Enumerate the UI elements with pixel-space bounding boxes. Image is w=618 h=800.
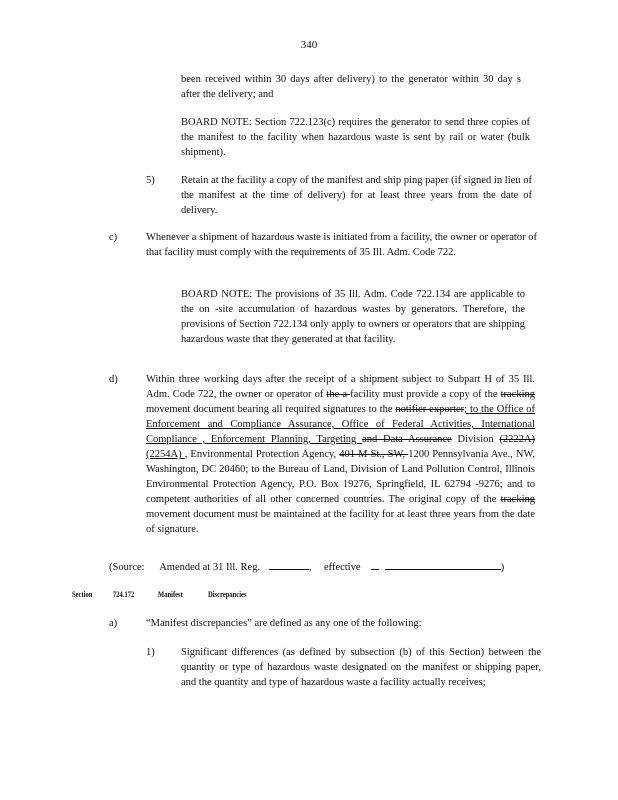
- item-5-text: Retain at the facility a copy of the manifest and ship ping paper (if signed in lieu of the manifest at the time of delivery) for at least three years from the date of delivery.: [181, 175, 532, 216]
- section-a-text: “Manifest discrepancies” are defined as any one of the following:: [146, 618, 422, 629]
- item-d-text: Within three working days after the receipt of a shipment subject to Subpart H of 35 Ill. Adm. Code 722, the owner or operator of the a facility must provide a copy of the tracking movement document bearing all required signatures to the notifier exporter; to the Office of Enforcement and Compliance Assurance, Office of Federal Activities, International Compliance , Enforcement Planning, Targeting and Data Assurance Division (2222A) (2254A) , Environmental Protection Agency, 401 M St., SW, 1200 Pennsylvania Ave., NW, Washington, DC 20460; to the Bureau of Land, Division of Land Pollution Control, Illinois Environmental Protection Agency, P.O. Box 19276, Springfield, IL 62794 -9276; and to competent authorities of all other concerned countries. The original copy of the tracking movement document must be maintained at the facility for at least three years from the date of signature.: [146, 374, 536, 535]
- board-note-2: BOARD NOTE: The provisions of 35 Ill. Adm. Code 722.134 are applicable to the on -site accumulation of hazardous wastes by generators. Therefore, the provisions of Section 722.134 only apply to owners or operators that are shipping hazardous waste that they generated at that facility.: [181, 289, 525, 345]
- item-c-text: Whenever a shipment of hazardous waste is initiated from a facility, the owner or operator of that facility must comply with the requirements of 35 Ill. Adm. Code 722.: [146, 232, 537, 258]
- deleted-text: tracking: [500, 494, 535, 505]
- deleted-text: (2222A): [499, 434, 536, 445]
- board-note-1: BOARD NOTE: Section 722.123(c) requires the generator to send three copies of the manifest to the facility when hazardous waste is sent by rail or water (bulk shipment).: [181, 117, 530, 158]
- item-d-label: d): [109, 374, 118, 385]
- item-5-label: 5): [146, 175, 155, 186]
- section-a-label: a): [109, 618, 118, 629]
- date-blank-2: [385, 558, 501, 570]
- item-c-label: c): [109, 232, 118, 243]
- document-page: 340 been received within 30 days after delivery) to the generator within 30 day s after the delivery; and BOARD NOTE: Section 722.123(c) requires the generator to send three copies of the manifest to the facility when hazardous waste is sent by rail or water (bulk shipment). 5) Retain at the facility a copy of the manifest and ship ping paper (if signed in lieu of the manifest at the time of delivery) for at least three years from the date of delivery. c) Whenever a shipment of hazardous waste is initiated from a facility, the owner or operator of that facility must comply with the requirements of 35 Ill. Adm. Code 722. BOARD NOTE: The provisions of 35 Ill. Adm. Code 722.134 are applicable to the on -site accumulation of hazardous wastes by generators. Therefore, the provisions of Section 722.134 only apply to owners or operators that are shipping hazardous waste that they generated at that facility. d) Within three working days after the receipt of a shipment subject to Subpart H of 35 Ill. Adm. Code 722, the owner or operator of the a facility must provide a copy of the tracking movement document bearing all required signatures to the notifier exporter; to the Office of Enforcement and Compliance Assurance, Office of Federal Activities, International Compliance , Enforcement Planning, Targeting and Data Assurance Division (2222A) (2254A) , Environmental Protection Agency, 401 M St., SW, 1200 Pennsylvania Ave., NW, Washington, DC 20460; to the Bureau of Land, Division of Land Pollution Control, Illinois Environmental Protection Agency, P.O. Box 19276, Springfield, IL 62794 -9276; and to competent authorities of all other concerned countries. The original copy of the tracking movement document must be maintained at the facility for at least three years from the date of signature. (Source: Amended at 31 Ill. Reg. , effective ) Section 724.172 Manifest Discrepancies a) “Manifest discrepancies” are defined as any one of the following: 1) Significant differences (as defined by subsection (b) of this Section) between the quantity or type of hazardous waste designated on the manifest or shipping paper, and the quantity and type of hazardous waste a facility actually receives;: [0, 0, 618, 800]
- deleted-text: tracking: [500, 389, 535, 400]
- deleted-text: notifier exporter: [395, 404, 465, 415]
- deleted-text: the a: [326, 389, 351, 400]
- section-a1-label: 1): [146, 647, 155, 658]
- source-note: (Source: Amended at 31 Ill. Reg. , effective ): [109, 558, 509, 575]
- deleted-text: and Data Assurance: [362, 434, 452, 445]
- date-blank-1: [269, 558, 309, 570]
- inserted-text: (2254A): [146, 449, 185, 460]
- page-number: 340: [300, 39, 318, 51]
- inserted-text: ; to the Office of Enforcement and Compliance Assurance, Office of Federal Activities, International Compliance , Enforcement Planning, Targeting: [146, 404, 535, 445]
- deleted-text: 401 M St., SW,: [339, 449, 409, 460]
- section-a1-text: Significant differences (as defined by subsection (b) of this Section) between the quantity or type of hazardous waste designated on the manifest or shipping paper, and the quantity and type of hazardous waste a facility actually receives;: [181, 647, 541, 688]
- paragraph-continuation: been received within 30 days after delivery) to the generator within 30 day s after the delivery; and: [181, 74, 521, 100]
